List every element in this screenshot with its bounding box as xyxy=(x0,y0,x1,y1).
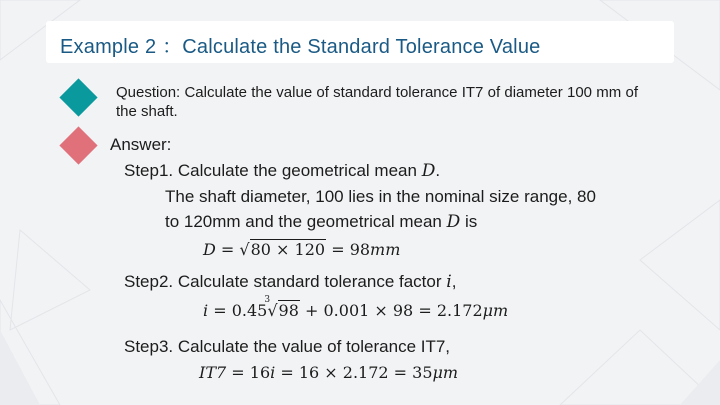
eq1-radicand: 80 × 120 xyxy=(250,240,326,259)
eq2-part2: + 0.001 × 98 = 2.172 xyxy=(305,301,483,320)
step2-equation: i = 0.45 3 √98 + 0.001 × 98 = 2.172μm xyxy=(203,295,509,320)
eq2-root-index: 3 xyxy=(264,295,271,305)
eq3-lhs: IT7 xyxy=(199,363,227,382)
eq2-radicand: 98 xyxy=(278,301,299,320)
step2-text: Step2. Calculate standard tolerance factor xyxy=(124,272,442,291)
title-main: Calculate the Standard Tolerance Value xyxy=(182,36,541,58)
step1-detail-line2 xyxy=(165,212,477,232)
step1-end: . xyxy=(435,161,441,180)
title-separator: ： xyxy=(162,36,183,58)
step1-detail-text: to 120mm and the geometrical mean xyxy=(165,212,442,231)
title-prefix: Example 2 xyxy=(60,36,157,58)
eq2-unit: μm xyxy=(482,301,509,320)
eq1-lhs: D xyxy=(203,240,216,259)
step1-detail-line1: The shaft diameter, 100 lies in the nominal size range, 80 xyxy=(165,187,596,206)
step3-equation xyxy=(199,363,458,382)
eq2-part1: = 0.45 xyxy=(213,301,268,320)
answer-label: Answer: xyxy=(110,135,172,154)
step1-detail-end: is xyxy=(464,212,478,231)
step1-detail-symbol: D xyxy=(446,212,461,232)
eq3-i: i xyxy=(270,363,276,382)
step2-symbol: i xyxy=(446,272,452,292)
step1-text: Step1. Calculate the geometrical mean xyxy=(124,161,417,180)
eq1-result: 98 xyxy=(349,240,371,259)
question-text: Question: Calculate the value of standard tolerance IT7 of diameter 100 mm of the shaft. xyxy=(116,84,638,120)
eq1-unit: mm xyxy=(370,240,401,259)
eq3-unit: μm xyxy=(432,363,459,382)
eq3-part2: = 16 × 2.172 = 35 xyxy=(280,363,433,382)
step2-end: , xyxy=(451,272,457,291)
step2-heading xyxy=(124,272,456,292)
eq1-equals: = xyxy=(220,240,235,259)
slide-title xyxy=(60,30,540,59)
step1-equation: D = √80 × 120 = 98mm xyxy=(203,240,401,259)
step1-symbol: D xyxy=(421,161,436,181)
step3-heading: Step3. Calculate the value of tolerance IT7, xyxy=(124,337,451,356)
eq2-lhs: i xyxy=(203,301,209,320)
step1-heading xyxy=(124,161,440,181)
eq1-equals-2: = xyxy=(331,240,345,259)
eq3-part1: = 16 xyxy=(231,363,271,382)
